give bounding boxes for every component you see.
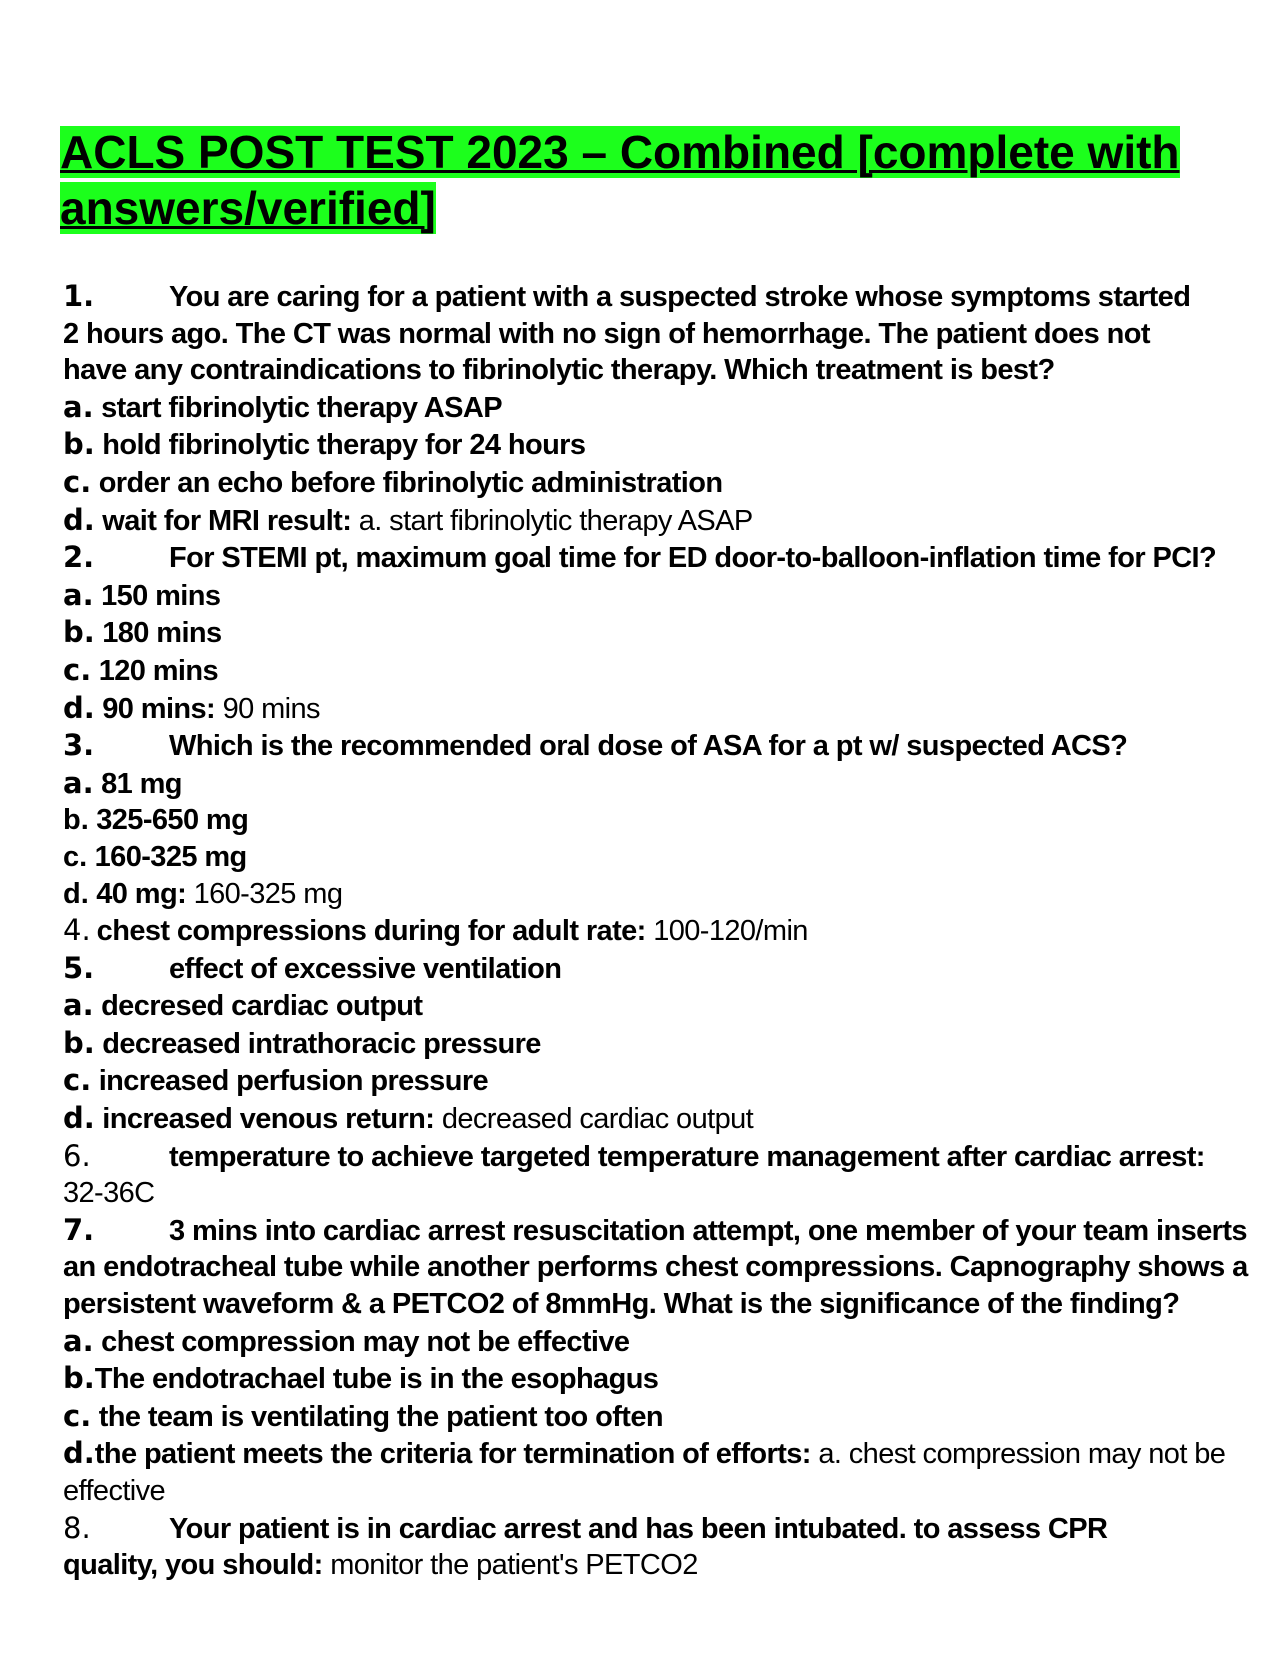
option-d: d. wait for MRI result: a. start fibrinolytic therapy ASAP	[63, 502, 753, 537]
option-b: b. hold fibrinolytic therapy for 24 hours	[63, 427, 586, 462]
option-c: c. the team is ventilating the patient too often	[63, 1398, 664, 1433]
option-a: a. decresed cardiac output	[63, 988, 423, 1023]
question-text: Which is the recommended oral dose of ASA for a pt w/ suspected ACS?	[169, 730, 1128, 763]
option-d: d.the patient meets the criteria for termination of efforts: a. chest compression may not be	[63, 1436, 1226, 1471]
question-text: 3 mins into cardiac arrest resuscitation attempt, one member of your team inserts	[169, 1214, 1247, 1247]
question-8	[63, 1510, 1243, 1584]
option-b: b.The endotrachael tube is in the esophagus	[63, 1361, 659, 1396]
option-b: b. decreased intrathoracic pressure	[63, 1025, 541, 1060]
question-text: You are caring for a patient with a suspected stroke whose symptoms started	[169, 281, 1191, 313]
option-d: d. 90 mins: 90 mins	[63, 690, 320, 725]
question-number: 6.	[63, 1138, 91, 1173]
question-text: 2 hours ago. The CT was normal with no sign of hemorrhage. The patient does not	[63, 317, 1150, 350]
question-number: 5.	[63, 950, 95, 985]
question-list	[63, 278, 1248, 1584]
question-text: effect of excessive ventilation	[169, 952, 562, 985]
option-a: a. chest compression may not be effective	[63, 1323, 630, 1358]
answer: 90 mins	[222, 692, 320, 725]
question-text: temperature to achieve targeted temperature management after cardiac arrest:	[169, 1140, 1205, 1173]
question-5	[63, 950, 1243, 1138]
answer: monitor the patient's PETCO2	[330, 1549, 698, 1582]
question-number: 8.	[63, 1510, 91, 1545]
option-d: d. 40 mg: 160-325 mg	[63, 877, 343, 910]
answer: 160-325 mg	[193, 877, 343, 910]
question-number: 1.	[63, 279, 95, 313]
answer: decreased cardiac output	[441, 1103, 754, 1136]
question-text: chest compressions during for adult rate:	[96, 915, 646, 948]
option-c: c. 160-325 mg	[63, 840, 247, 873]
option-a: a. start fibrinolytic therapy ASAP	[63, 389, 502, 424]
option-c: c. increased perfusion pressure	[63, 1063, 489, 1098]
question-6	[63, 1138, 1243, 1212]
answer: a. start fibrinolytic therapy ASAP	[358, 504, 753, 537]
option-a: a. 81 mg	[63, 765, 182, 800]
question-text: For STEMI pt, maximum goal time for ED door-to-balloon-inflation time for PCI?	[169, 542, 1217, 575]
question-number: 7.	[63, 1212, 95, 1247]
question-text: Your patient is in cardiac arrest and has been intubated. to assess CPR	[169, 1512, 1108, 1545]
question-number: 2.	[63, 540, 95, 575]
question-3	[63, 727, 1243, 912]
document-title: ACLS POST TEST 2023 – Combined [complete with answers/verified]	[60, 126, 1180, 234]
option-a: a. 150 mins	[63, 577, 221, 612]
option-b: b. 180 mins	[63, 615, 222, 650]
answer: 100-120/min	[653, 915, 808, 948]
option-b: b. 325-650 mg	[63, 804, 249, 837]
option-c: c. 120 mins	[63, 652, 219, 687]
question-text: quality, you should:	[63, 1549, 323, 1582]
question-1	[63, 278, 1243, 539]
answer-continued: effective	[63, 1475, 166, 1507]
answer: 32-36C	[63, 1177, 155, 1210]
option-c: c. order an echo before fibrinolytic administration	[63, 464, 723, 499]
question-4	[63, 912, 1243, 950]
question-text: persistent waveform & a PETCO2 of 8mmHg. What is the significance of the finding?	[63, 1288, 1180, 1321]
answer: a. chest compression may not be	[818, 1438, 1226, 1471]
question-number: 4.	[63, 913, 91, 948]
option-d: d. increased venous return: decreased cardiac output	[63, 1101, 754, 1136]
question-7	[63, 1212, 1248, 1510]
question-number: 3.	[63, 728, 95, 763]
question-text: have any contraindications to fibrinolytic therapy. Which treatment is best?	[63, 354, 1055, 387]
question-2	[63, 539, 1243, 727]
question-text: an endotracheal tube while another performs chest compressions. Capnography shows a	[63, 1251, 1248, 1284]
